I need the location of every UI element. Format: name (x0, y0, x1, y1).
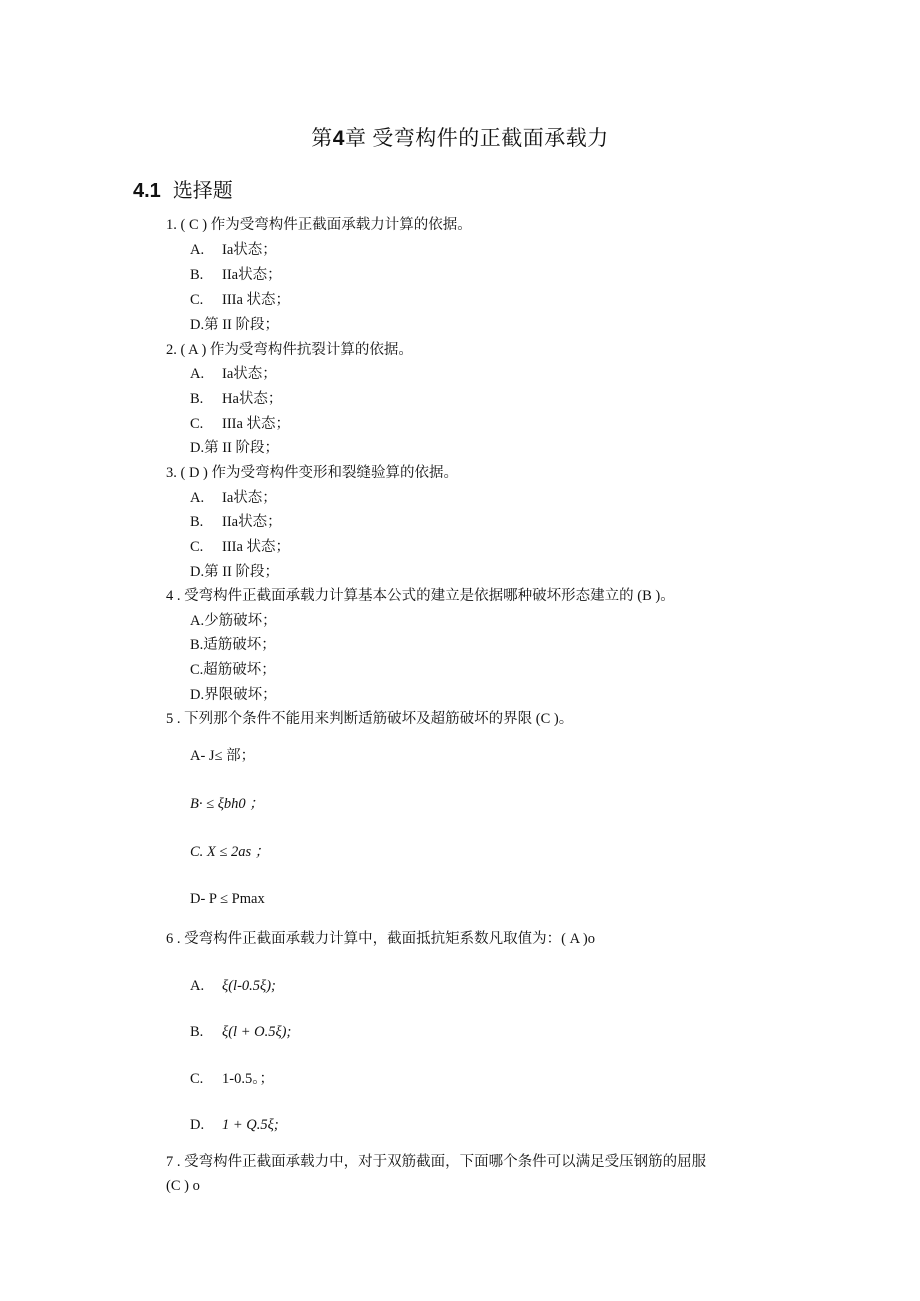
option-label: B· ≤ ξbh0 ； (190, 796, 264, 812)
option-item (190, 685, 277, 705)
option-letter: A. (190, 978, 205, 994)
section-number: 4.1 (133, 180, 161, 202)
option-label: D.第 II 阶段； (190, 564, 280, 580)
question-text (166, 340, 413, 360)
option-label: Ia状态； (222, 490, 277, 506)
option-label: ξ(l-0.5ξ); (222, 978, 276, 994)
option-label: IIa状态； (222, 514, 282, 530)
question-label: 3. ( D ) 作为受弯构件变形和裂缝验算的依据。 (166, 465, 459, 481)
option-item (190, 364, 277, 384)
option-letter: C. (190, 1071, 204, 1087)
question-label: 2. ( A ) 作为受弯构件抗裂计算的依据。 (166, 342, 413, 358)
option-label: IIa状态； (222, 267, 282, 283)
question-text (166, 463, 458, 483)
option-item (190, 746, 255, 766)
option-item (190, 240, 277, 260)
option-label: B.适筋破坏； (190, 637, 276, 653)
option-letter: C. (190, 416, 204, 432)
question-label: 5 . 下列那个条件不能用来判断适筋破坏及超筋破坏的界限 (C )。 (166, 711, 574, 727)
option-item (190, 611, 277, 631)
question-label: 1. ( C ) 作为受弯构件正截面承载力计算的依据。 (166, 217, 472, 233)
option-item (166, 1176, 200, 1196)
chapter-suffix: 章 受弯构件的正截面承载力 (344, 126, 609, 150)
option-label: D.界限破坏； (190, 687, 277, 703)
option-item (190, 1115, 279, 1135)
question-label: 6 . 受弯构件正截面承载力计算中，截面抵抗矩系数凡取值为：( A )o (166, 931, 595, 947)
option-letter: A. (190, 366, 205, 382)
option-item (190, 315, 279, 335)
option-letter: B. (190, 391, 204, 407)
question-text (166, 1152, 706, 1172)
option-label: 1-0.5。； (222, 1071, 274, 1087)
option-label: D.第 II 阶段； (190, 440, 280, 456)
option-letter: B. (190, 514, 204, 530)
option-item (190, 794, 264, 814)
option-item (190, 889, 265, 909)
option-item (190, 414, 290, 434)
section-name: 选择题 (172, 180, 233, 202)
section-title (133, 174, 233, 203)
option-label: Ia状态； (222, 242, 277, 258)
option-label: D- P ≤ Pmax (190, 891, 265, 907)
option-item (190, 265, 282, 285)
option-letter: C. (190, 539, 204, 555)
option-item (190, 635, 276, 655)
option-label: C.超筋破坏； (190, 662, 276, 678)
option-label: IIIa 状态； (222, 416, 291, 432)
chapter-number: 4 (332, 127, 345, 150)
question-text (166, 709, 573, 729)
option-label: IIIa 状态； (222, 539, 291, 555)
option-letter: D. (190, 1117, 205, 1133)
chapter-title (0, 122, 920, 152)
option-label: ξ(l + O.5ξ); (222, 1024, 292, 1040)
option-label: A.少筋破坏； (190, 613, 277, 629)
option-item (190, 1022, 291, 1042)
option-label: Ia状态； (222, 366, 277, 382)
question-label: 7 . 受弯构件正截面承载力中，对于双筋截面，下面哪个条件可以满足受压钢筋的屈服 (166, 1154, 707, 1170)
option-item (190, 290, 290, 310)
option-item (190, 389, 282, 409)
question-text (166, 929, 595, 949)
option-item (190, 488, 277, 508)
option-letter: C. (190, 292, 204, 308)
option-label: D.第 II 阶段； (190, 317, 280, 333)
option-label: (C ) o (166, 1178, 200, 1194)
option-label: 1 + Q.5ξ; (222, 1117, 279, 1133)
option-item (190, 438, 279, 458)
option-item (190, 562, 279, 582)
option-label: C. X ≤ 2as ； (190, 844, 270, 860)
option-label: Ha状态； (222, 391, 283, 407)
option-letter: A. (190, 490, 205, 506)
option-letter: B. (190, 267, 204, 283)
option-letter: B. (190, 1024, 204, 1040)
question-text (166, 586, 675, 606)
option-item (190, 976, 276, 996)
option-label: A- J≤ 部； (190, 748, 256, 764)
option-letter: A. (190, 242, 205, 258)
question-text (166, 215, 472, 235)
option-item (190, 660, 276, 680)
option-item (190, 842, 269, 862)
option-item (190, 537, 290, 557)
option-item (190, 1069, 274, 1089)
question-label: 4 . 受弯构件正截面承载力计算基本公式的建立是依据哪种破坏形态建立的 (B )。 (166, 588, 675, 604)
option-label: IIIa 状态； (222, 292, 291, 308)
chapter-prefix: 第 (311, 126, 333, 150)
option-item (190, 512, 282, 532)
